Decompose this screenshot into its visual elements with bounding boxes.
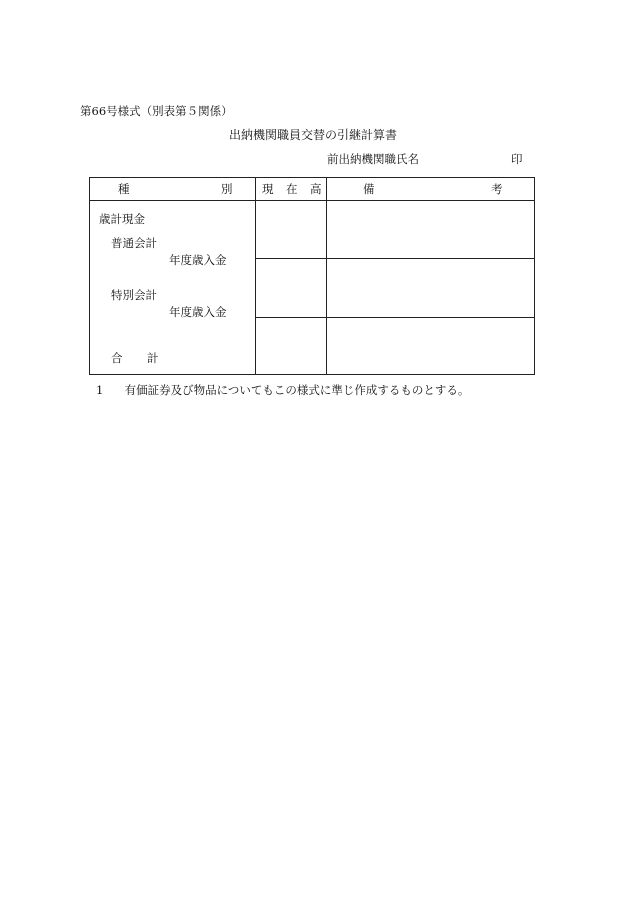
header-balance-1: 現 [262,182,274,196]
row-general-year-revenue: 年度歳入金 [169,253,227,267]
row-general-account: 普通会計 [111,236,157,250]
signer-label: 前出納機関職氏名 [327,152,419,166]
row-special-account: 特別会計 [111,288,157,302]
footnote-text: 有価証券及び物品についてもこの様式に準じ作成するものとする。 [124,383,470,397]
footnote-number: 1 [96,383,104,397]
column-divider [255,178,256,374]
header-type-2: 別 [221,182,233,196]
header-balance-2: 在 [286,182,298,196]
header-remarks-2: 考 [491,182,503,196]
document-title: 出納機関職員交替の引継計算書 [229,128,398,142]
header-divider [90,200,534,201]
header-balance-3: 高 [310,182,322,196]
seal-mark: 印 [511,152,523,166]
row-divider [255,258,534,259]
row-fiscal-cash: 歳計現金 [99,212,145,226]
row-special-year-revenue: 年度歳入金 [169,305,227,319]
footnote [96,383,469,397]
row-total-1: 合 [111,351,123,365]
header-type-1: 種 [118,182,130,196]
column-divider [326,178,327,374]
form-number: 第66号様式（別表第５関係） [80,104,233,118]
row-total-2: 計 [147,351,159,365]
row-divider [255,317,534,318]
handover-table [89,177,535,375]
header-remarks-1: 備 [363,182,375,196]
